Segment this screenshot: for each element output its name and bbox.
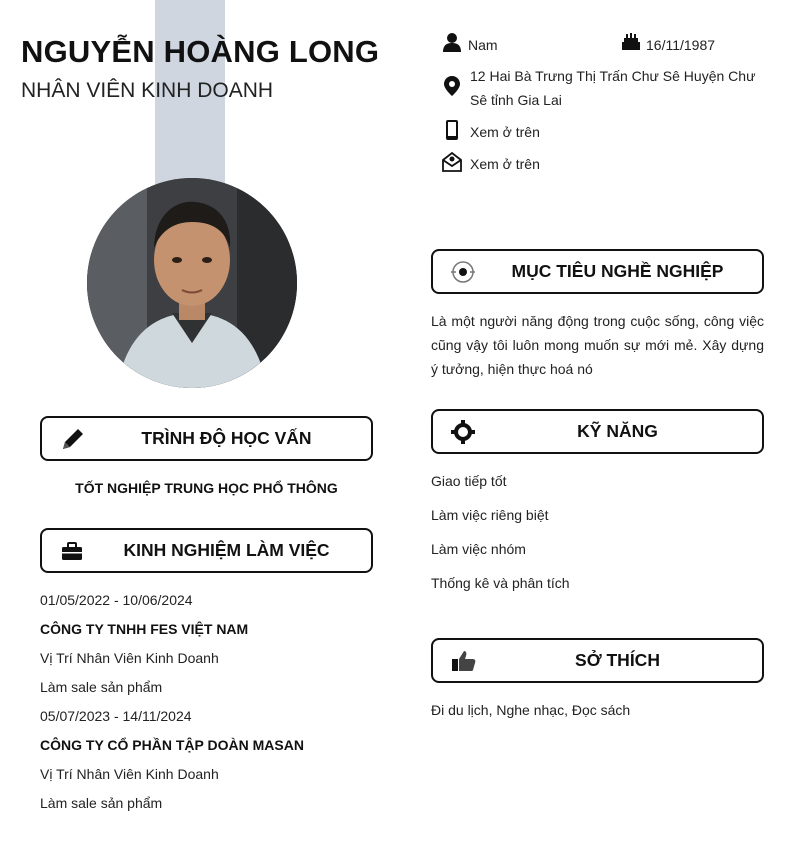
email-value: Xem ở trên bbox=[470, 156, 540, 172]
skill-item: Giao tiếp tốt bbox=[431, 473, 507, 489]
phone-value: Xem ở trên bbox=[470, 124, 540, 140]
target-icon bbox=[451, 260, 477, 284]
avatar bbox=[87, 178, 297, 388]
education-header bbox=[40, 416, 373, 461]
job-position: Vị Trí Nhân Viên Kinh Doanh bbox=[40, 650, 219, 666]
job-company: CÔNG TY TNHH FES VIỆT NAM bbox=[40, 621, 249, 637]
thumbs-up-icon bbox=[451, 649, 477, 673]
objective-text: Là một người năng động trong cuộc sống, công việc cũng vậy tôi luôn mong muốn sự mới mẻ. Xây dựng ý tưởng, hiện thực hoá nó bbox=[431, 313, 764, 377]
job-period: 05/07/2023 - 14/11/2024 bbox=[40, 708, 192, 724]
gender-value: Nam bbox=[468, 37, 498, 53]
map-pin-icon bbox=[442, 76, 462, 96]
hobbies-text: Đi du lịch, Nghe nhạc, Đọc sách bbox=[431, 702, 631, 718]
experience-header bbox=[40, 528, 373, 573]
skill-item: Thống kê và phân tích bbox=[431, 575, 570, 591]
education-detail: TỐT NGHIỆP TRUNG HỌC PHỔ THÔNG bbox=[75, 480, 338, 496]
job-company: CÔNG TY CỔ PHẦN TẬP DOÀN MASAN bbox=[40, 737, 304, 753]
envelope-icon bbox=[442, 152, 462, 172]
briefcase-icon bbox=[60, 539, 86, 563]
person-icon bbox=[442, 32, 462, 52]
skills-header bbox=[431, 409, 764, 454]
phone-icon bbox=[442, 120, 462, 140]
hobbies-header bbox=[431, 638, 764, 683]
skills-title: KỸ NĂNG bbox=[577, 421, 658, 441]
address-value: 12 Hai Bà Trưng Thị Trấn Chư Sê Huyện Chư Sê tỉnh Gia Lai bbox=[470, 68, 756, 108]
gear-icon bbox=[451, 420, 477, 444]
education-title: TRÌNH ĐỘ HỌC VẤN bbox=[141, 428, 312, 448]
experience-title: KINH NGHIỆM LÀM VIỆC bbox=[123, 540, 330, 560]
skill-item: Làm việc nhóm bbox=[431, 541, 526, 557]
objective-header bbox=[431, 249, 764, 294]
job-position: Vị Trí Nhân Viên Kinh Doanh bbox=[40, 766, 219, 782]
job-title: NHÂN VIÊN KINH DOANH bbox=[21, 79, 274, 102]
skill-item: Làm việc riêng biệt bbox=[431, 507, 549, 523]
hobbies-title: SỞ THÍCH bbox=[575, 650, 660, 670]
cake-icon bbox=[621, 32, 641, 52]
job-period: 01/05/2022 - 10/06/2024 bbox=[40, 592, 193, 608]
pencil-icon bbox=[60, 427, 86, 451]
job-description: Làm sale sản phẩm bbox=[40, 795, 163, 811]
objective-title: MỤC TIÊU NGHỀ NGHIỆP bbox=[511, 261, 724, 281]
job-description: Làm sale sản phẩm bbox=[40, 679, 163, 695]
full-name: NGUYỄN HOÀNG LONG bbox=[21, 34, 380, 69]
birthday-value: 16/11/1987 bbox=[646, 37, 716, 53]
